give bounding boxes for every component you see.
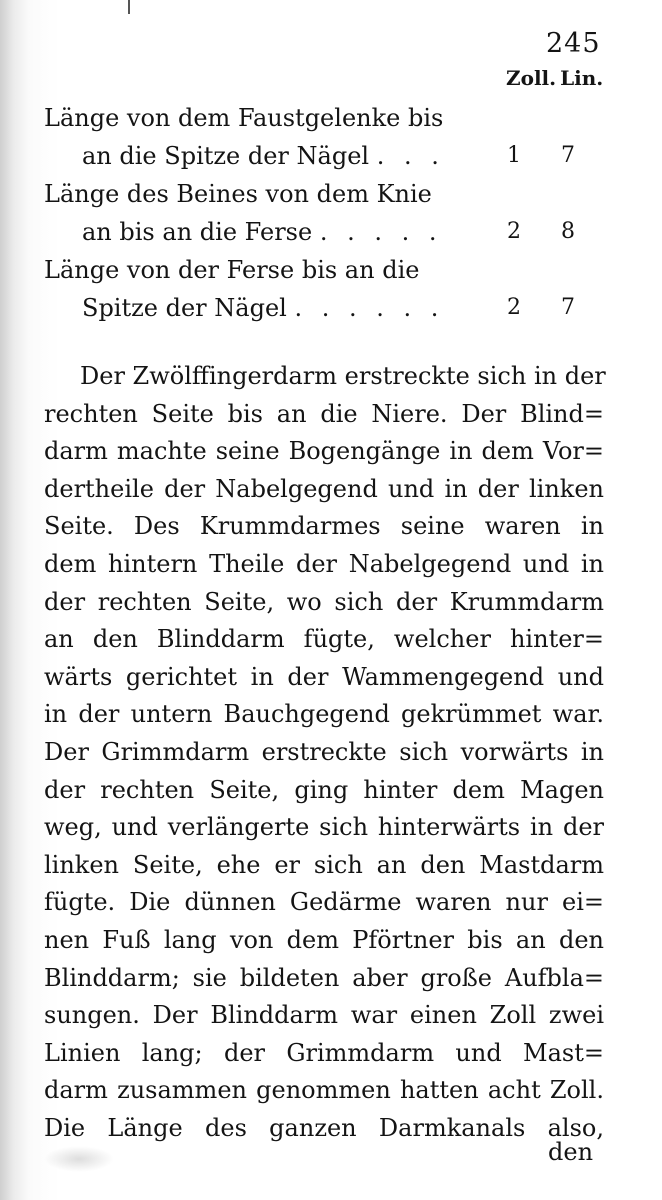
page-number: 245 <box>546 28 601 59</box>
value-lin: 7 <box>561 295 575 320</box>
leader-dots: . . . . . . <box>294 294 445 322</box>
units-header <box>506 66 607 90</box>
ink-smudge <box>44 1146 114 1172</box>
text-line: darm machte seine Bogengänge in dem Vor= <box>44 437 604 466</box>
value-lin: 8 <box>561 219 575 244</box>
text-line: sungen. Der Blinddarm war einen Zoll zwei <box>44 1001 604 1030</box>
text-line: darm zusammen genommen hatten acht Zoll. <box>44 1076 604 1105</box>
text-line: fügte. Die dünnen Gedärme waren nur ei= <box>44 888 604 917</box>
text-line: Seite. Des Krummdarmes seine waren in <box>44 512 604 541</box>
value-zoll: 1 <box>507 143 521 168</box>
measurement-label-line2-text: an bis an die Ferse <box>82 218 313 246</box>
body-paragraph <box>44 358 604 1147</box>
text-line: Blinddarm; sie bildeten aber große Aufbla= <box>44 963 604 992</box>
text-line: Linien lang; der Grimmdarm und Mast= <box>44 1038 604 1067</box>
measurement-label-line2-text: Spitze der Nägel <box>82 294 287 322</box>
text-line: Die Länge des ganzen Darmkanals also, <box>44 1113 604 1142</box>
measurement-label-line1: Länge des Beines von dem Knie <box>44 180 432 208</box>
text-line: weg, und verlängerte sich hinterwärts in der <box>44 813 604 842</box>
unit-zoll: Zoll. <box>506 66 557 90</box>
text-line: rechten Seite bis an die Niere. Der Blind= <box>44 399 604 428</box>
leader-dots: . . . . . <box>319 218 443 246</box>
value-lin: 7 <box>561 143 575 168</box>
measurement-label-line1: Länge von der Ferse bis an die <box>44 256 420 284</box>
value-zoll: 2 <box>507 295 521 320</box>
text-line: an den Blinddarm fügte, welcher hinter= <box>44 625 604 654</box>
leader-dots: . . . <box>376 142 445 170</box>
print-mark <box>128 0 130 14</box>
measurement-label-line2-text: an die Spitze der Nägel <box>82 142 370 170</box>
value-zoll: 2 <box>507 219 521 244</box>
text-line: der rechten Seite, wo sich der Krummdarm <box>44 587 604 616</box>
measurement-label-line1: Länge von dem Faustgelenke bis <box>44 104 444 132</box>
unit-lin: Lin. <box>560 66 604 90</box>
text-line: linken Seite, ehe er sich an den Mastdarm <box>44 850 604 879</box>
text-line: Der Zwölffingerdarm erstreckte sich in der <box>80 362 606 390</box>
text-line: wärts gerichtet in der Wammengegend und <box>44 662 604 691</box>
text-line: in der untern Bauchgegend gekrümmet war. <box>44 700 604 729</box>
catchword: den <box>548 1138 594 1166</box>
text-line: Der Grimmdarm erstreckte sich vorwärts in <box>44 737 604 766</box>
text-line: dem hintern Theile der Nabelgegend und in <box>44 549 604 578</box>
measurement-table <box>44 98 604 382</box>
text-line: nen Fuß lang von dem Pförtner bis an den <box>44 925 604 954</box>
text-line: dertheile der Nabelgegend und in der linken <box>44 474 604 503</box>
text-line: der rechten Seite, ging hinter dem Magen <box>44 775 604 804</box>
